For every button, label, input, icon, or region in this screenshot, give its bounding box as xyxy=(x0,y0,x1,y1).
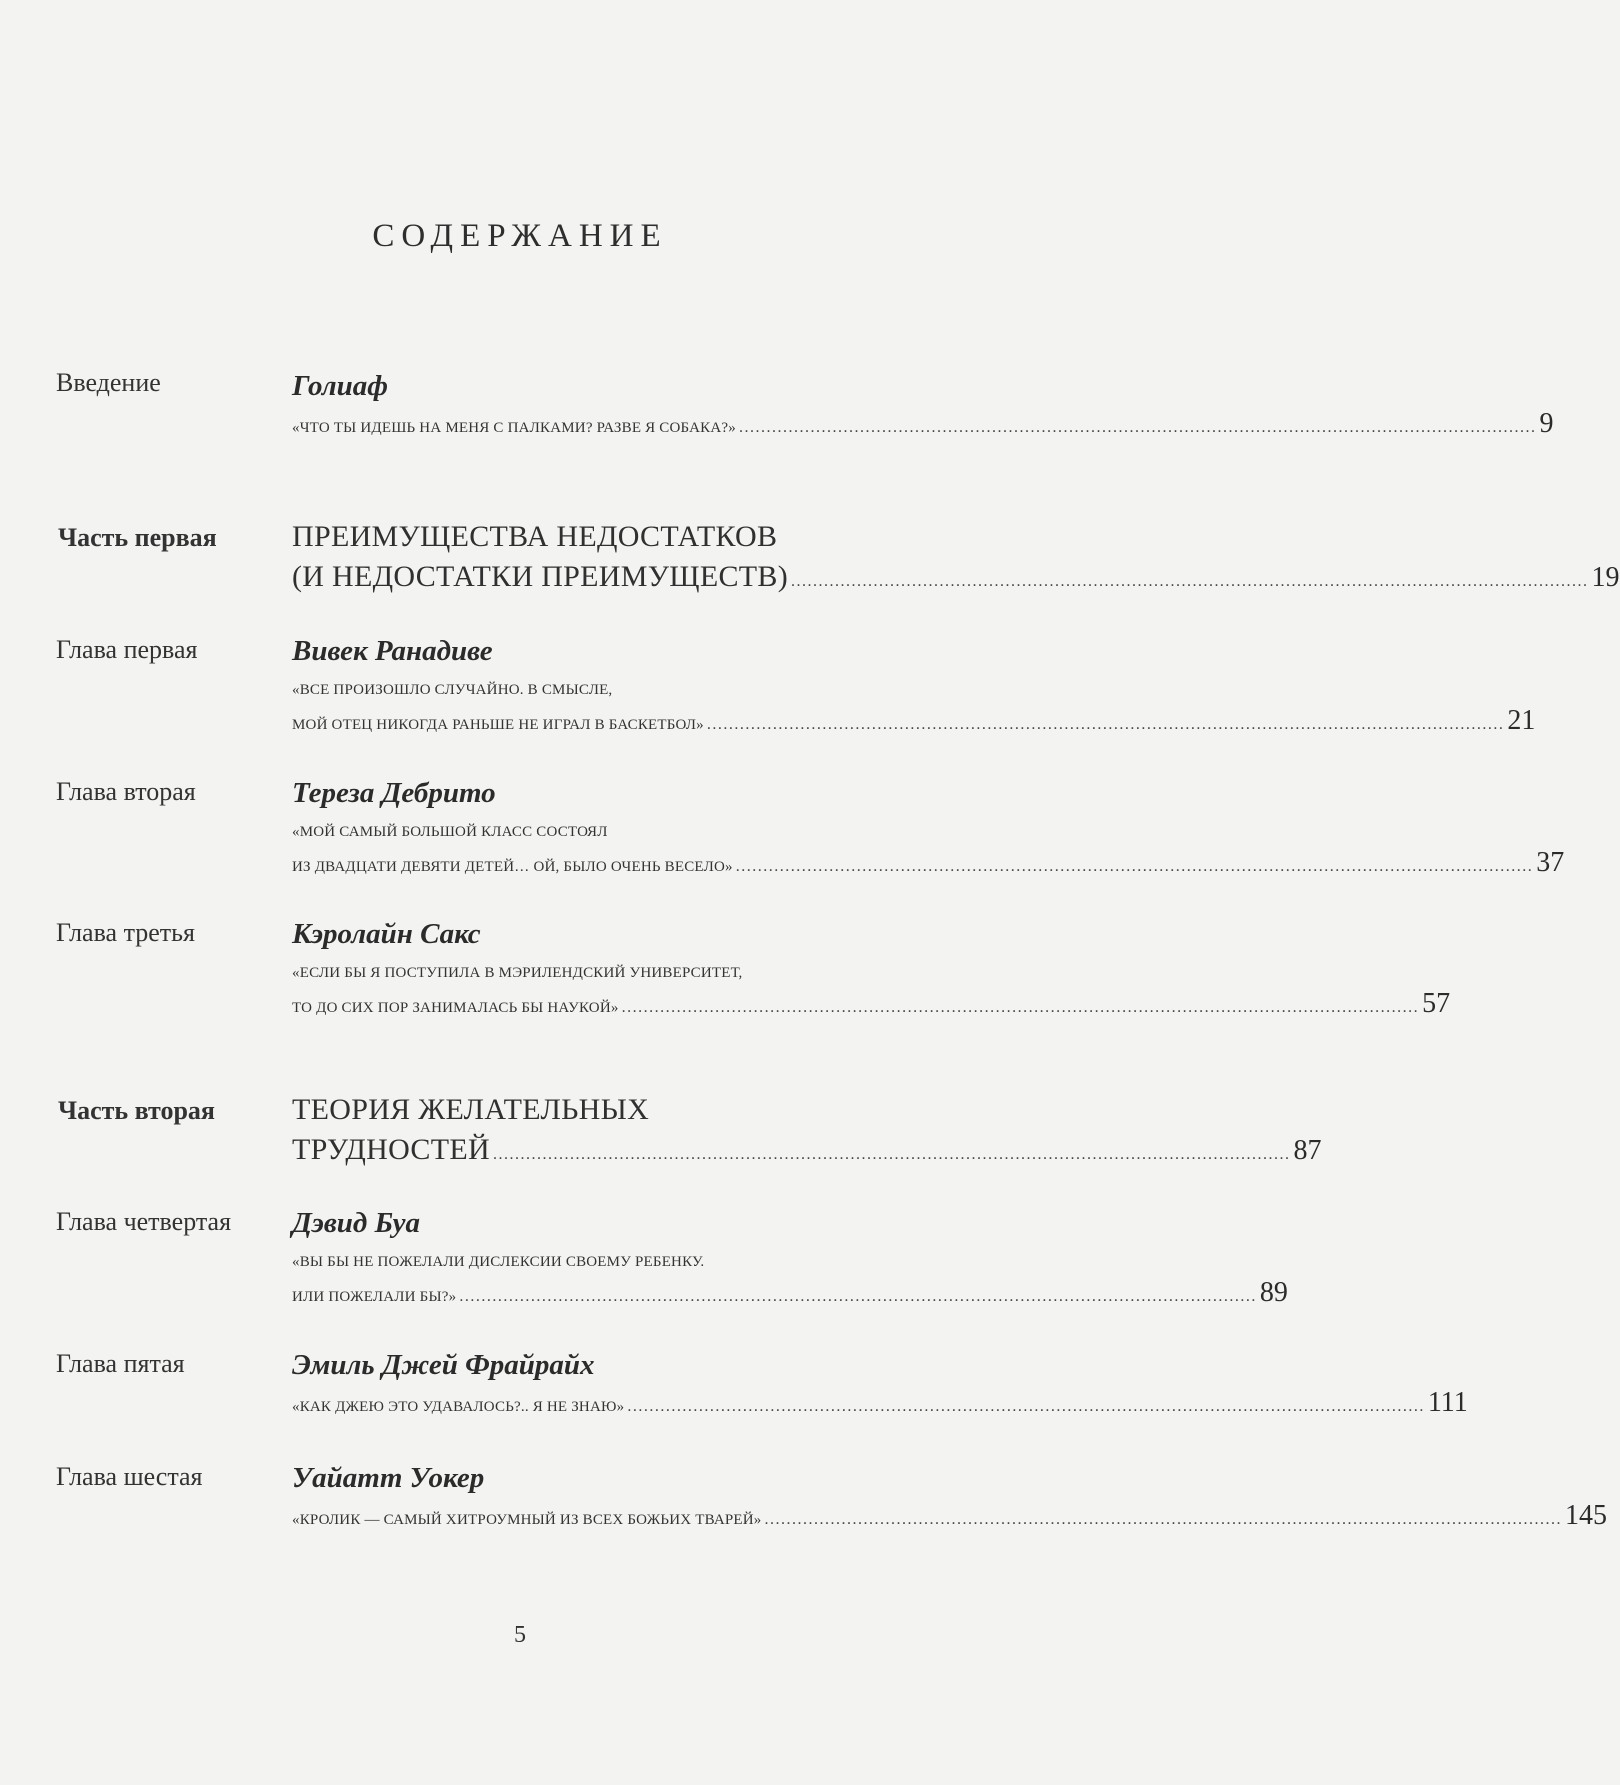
part-title-line2: (И НЕДОСТАТКИ ПРЕИМУЩЕСТВ) xyxy=(292,560,788,593)
entry-name: Вивек Ранадиве xyxy=(292,635,493,667)
entry-label: Введение xyxy=(56,368,161,397)
page-number: 5 xyxy=(514,1622,526,1648)
part-title-line1: ТЕОРИЯ ЖЕЛАТЕЛЬНЫХ xyxy=(292,1093,650,1126)
entry-label: Часть первая xyxy=(58,523,217,552)
entry-quote: «ЧТО ТЫ ИДЕШЬ НА МЕНЯ С ПАЛКАМИ? РАЗВЕ Я СОБАКА?» xyxy=(292,420,736,436)
page-ref: 9 xyxy=(1539,408,1554,439)
entry-quote-line2: ИЛИ ПОЖЕЛАЛИ БЫ?» xyxy=(292,1289,457,1305)
part-title-line1: ПРЕИМУЩЕСТВА НЕДОСТАТКОВ xyxy=(292,520,778,553)
entry-name: Голиаф xyxy=(292,370,389,402)
entry-name: Уайатт Уокер xyxy=(292,1462,485,1494)
entry-quote-line1: «ВСЕ ПРОИЗОШЛО СЛУЧАЙНО. В СМЫСЛЕ, xyxy=(292,682,613,698)
entry-name: Тереза Дебрито xyxy=(292,777,496,809)
entry-quote-line2: ТО ДО СИХ ПОР ЗАНИМАЛАСЬ БЫ НАУКОЙ» xyxy=(292,1000,619,1016)
page-ref: 21 xyxy=(1507,705,1536,736)
entry-quote-line1: «ВЫ БЫ НЕ ПОЖЕЛАЛИ ДИСЛЕКСИИ СВОЕМУ РЕБЕНКУ. xyxy=(292,1254,705,1270)
entry-quote-line2: МОЙ ОТЕЦ НИКОГДА РАНЬШЕ НЕ ИГРАЛ В БАСКЕТБОЛ» xyxy=(292,717,704,733)
page-ref: 89 xyxy=(1259,1277,1288,1308)
entry-quote: «КРОЛИК — САМЫЙ ХИТРОУМНЫЙ ИЗ ВСЕХ БОЖЬИХ ТВАРЕЙ» xyxy=(292,1512,762,1528)
entry-name: Эмиль Джей Фрайрайх xyxy=(292,1349,595,1381)
entry-quote-line2: ИЗ ДВАДЦАТИ ДЕВЯТИ ДЕТЕЙ… ОЙ, БЫЛО ОЧЕНЬ ВЕСЕЛО» xyxy=(292,859,733,875)
entry-quote-line1: «ЕСЛИ БЫ Я ПОСТУПИЛА В МЭРИЛЕНДСКИЙ УНИВЕРСИТЕТ, xyxy=(292,965,743,981)
part-title-line2: ТРУДНОСТЕЙ xyxy=(292,1133,490,1166)
page-ref: 111 xyxy=(1427,1387,1468,1418)
page-ref: 37 xyxy=(1536,847,1565,878)
entry-label: Часть вторая xyxy=(58,1096,215,1125)
page-title: СОДЕРЖАНИЕ xyxy=(372,218,668,254)
entry-label: Глава пятая xyxy=(56,1349,185,1378)
entry-label: Глава первая xyxy=(56,635,198,664)
entry-label: Глава четвертая xyxy=(56,1207,232,1236)
page-ref: 19 xyxy=(1591,562,1620,593)
page-ref: 145 xyxy=(1565,1500,1607,1531)
page-ref: 87 xyxy=(1293,1135,1322,1166)
entry-quote: «КАК ДЖЕЮ ЭТО УДАВАЛОСЬ?.. Я НЕ ЗНАЮ» xyxy=(292,1399,625,1415)
book-page: СОДЕРЖАНИЕ Введение Голиаф «ЧТО ТЫ ИДЕШЬ НА МЕНЯ С ПАЛКАМИ? РАЗВЕ Я СОБАКА?» ................................................................................................................................................. 9 Часть первая ПРЕИМУЩЕСТВА НЕДОСТАТКОВ (И НЕДОСТАТКИ ПРЕИМУЩЕСТВ) ................................................................................................................................................. 19 Глава первая Вивек Ранадиве «ВСЕ ПРОИЗОШЛО СЛУЧАЙНО. В СМЫСЛЕ, МОЙ ОТЕЦ НИКОГДА РАНЬШЕ НЕ ИГРАЛ В БАСКЕТБОЛ» ................................................................................................................................................. 21 Глава вторая Тереза Дебрито «МОЙ САМЫЙ БОЛЬШОЙ КЛАСС СОСТОЯЛ ИЗ ДВАДЦАТИ ДЕВЯТИ ДЕТЕЙ… ОЙ, БЫЛО ОЧЕНЬ ВЕСЕЛО» ................................................................................................................................................. 37 Глава третья Кэролайн Сакс «ЕСЛИ БЫ Я ПОСТУПИЛА В МЭРИЛЕНДСКИЙ УНИВЕРСИТЕТ, ТО ДО СИХ ПОР ЗАНИМАЛАСЬ БЫ НАУКОЙ» ................................................................................................................................................. 57 Часть вторая ТЕОРИЯ ЖЕЛАТЕЛЬНЫХ ТРУДНОСТЕЙ ................................................................................................................................................. 87 Глава четвертая Дэвид Буа «ВЫ БЫ НЕ ПОЖЕЛАЛИ ДИСЛЕКСИИ СВОЕМУ РЕБЕНКУ. ИЛИ ПОЖЕЛАЛИ БЫ?» ................................................................................................................................................. 89 Глава пятая Эмиль Джей Фрайрайх «КАК ДЖЕЮ ЭТО УДАВАЛОСЬ?.. Я НЕ ЗНАЮ» ................................................................................................................................................. 111 Глава шестая Уайатт Уокер «КРОЛИК — САМЫЙ ХИТРОУМНЫЙ ИЗ ВСЕХ БОЖЬИХ ТВАРЕЙ» ................................................................................................................................................. 145 5 xyxy=(0,0,1121,1785)
entry-label: Глава третья xyxy=(56,918,195,947)
entry-name: Дэвид Буа xyxy=(292,1207,421,1239)
entry-quote-line1: «МОЙ САМЫЙ БОЛЬШОЙ КЛАСС СОСТОЯЛ xyxy=(292,824,608,840)
entry-label: Глава вторая xyxy=(56,777,196,806)
entry-label: Глава шестая xyxy=(56,1462,203,1491)
entry-name: Кэролайн Сакс xyxy=(292,918,481,950)
page-ref: 57 xyxy=(1422,988,1451,1019)
